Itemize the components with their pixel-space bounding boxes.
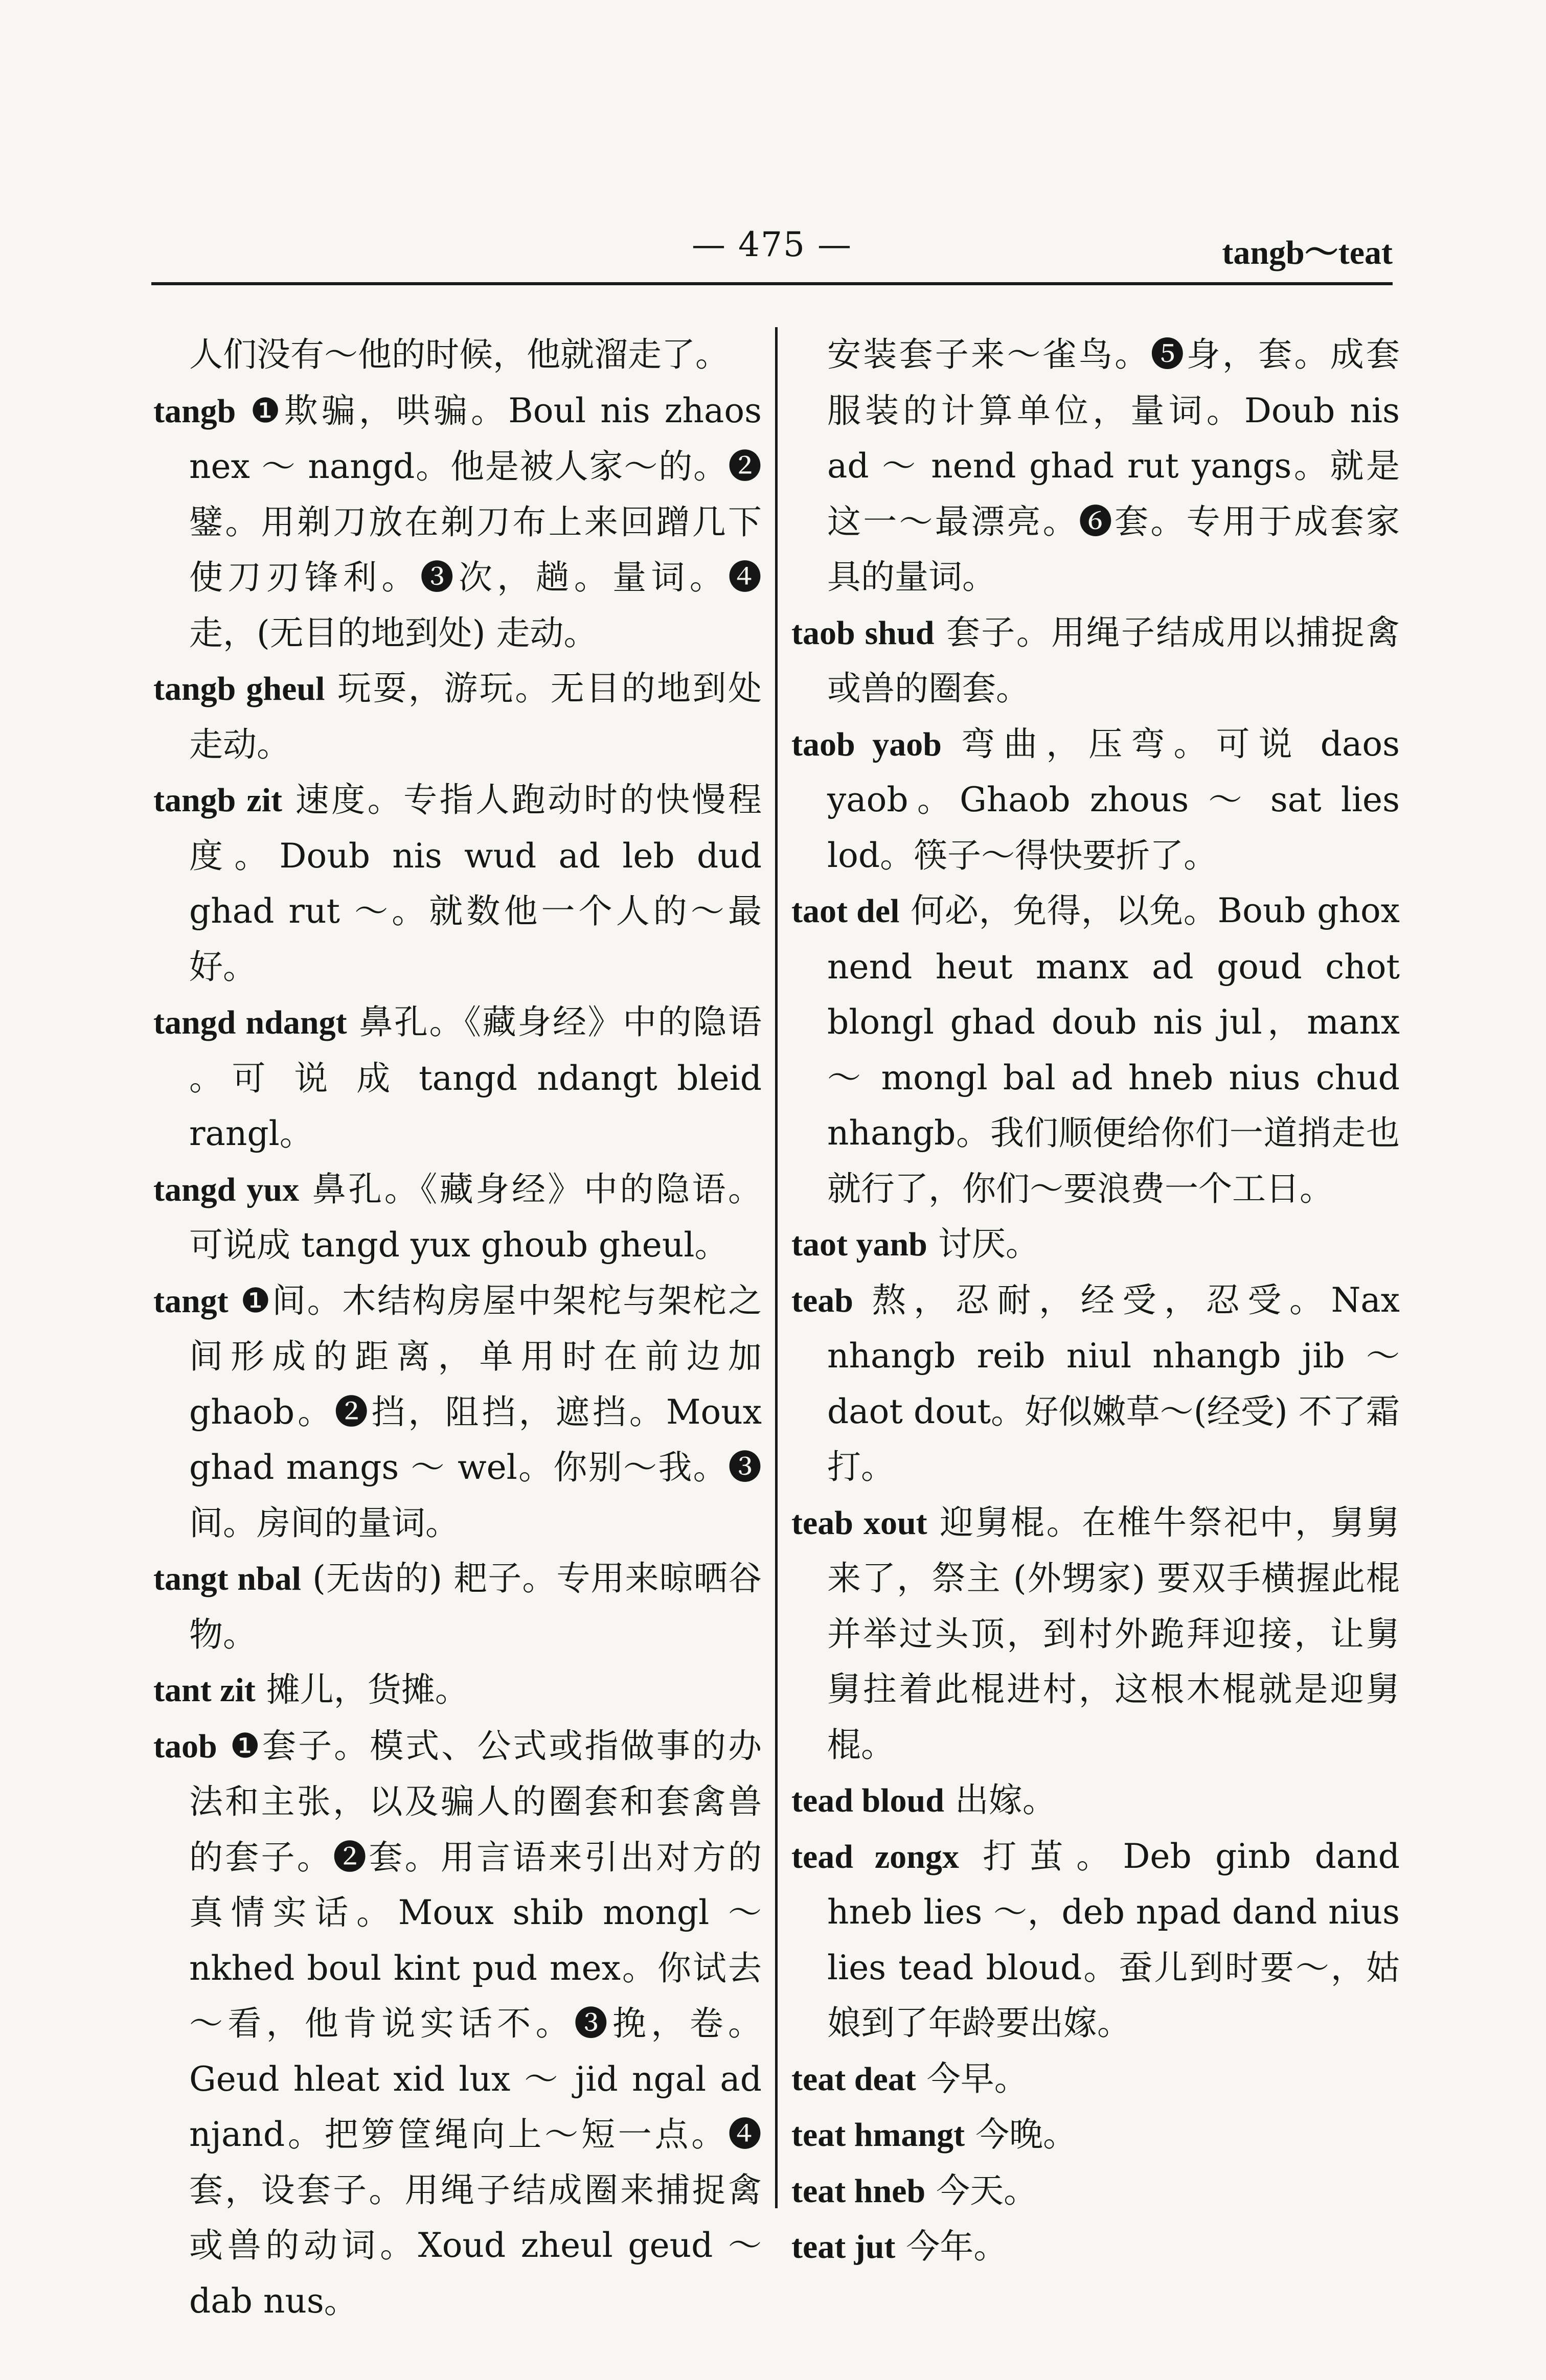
entry-headword: teat jut [791, 2228, 896, 2265]
entry-headword: tangt nbal [153, 1560, 302, 1597]
left-column [153, 327, 762, 2329]
entry-headword: taob yaob [791, 725, 942, 763]
entry-definition: ❶欺骗，哄骗。Boul nis zhaos nex ～ nangd。他是被人家～的。❷鐾。用剃刀放在剃刀布上来回蹭几下使刀刃锋利。❸次，趟。量词。❹走，(无目的地到处) 走动。 [189, 391, 762, 653]
entry-definition: 今天。 [925, 2170, 1038, 2210]
entry-headword: teat hmangt [791, 2116, 965, 2154]
dictionary-entry [791, 1773, 1400, 1829]
entry-headword: tangt [153, 1282, 229, 1320]
entry-definition: 出嫁。 [944, 1780, 1056, 1820]
entry-headword: tangd ndangt [153, 1004, 347, 1041]
entry-definition: 鼻孔。《藏身经》中的隐语 。可 说 成 tangd ndangt bleid rangl。 [189, 1002, 762, 1153]
entry-headword: tangd yux [153, 1171, 300, 1208]
page-number: — 475 — [692, 225, 852, 264]
entry-headword: taob [153, 1727, 217, 1765]
right-column [791, 327, 1400, 2275]
dictionary-entry [153, 1273, 762, 1551]
entry-definition: 熬，忍耐，经受，忍受。Nax nhangb reib niul nhangb jib ～ daot dout。好似嫩草～(经受) 不了霜打。 [827, 1280, 1400, 1486]
entry-definition: (无齿的) 耙子。专用来晾晒谷物。 [189, 1559, 762, 1654]
dictionary-entry [153, 995, 762, 1162]
entry-headword: teab [791, 1281, 853, 1319]
entry-headword: taob shud [791, 614, 935, 652]
entry-definition: 人们没有～他的时候，他就溜走了。 [189, 335, 729, 374]
entry-headword: tangb zit [153, 782, 283, 819]
entry-definition: 鼻孔。《藏身经》中的隐语。可说成 tangd yux ghoub gheul。 [189, 1169, 762, 1265]
dictionary-entry [791, 717, 1400, 884]
dictionary-entry [153, 661, 762, 772]
entry-headword: tangb [153, 392, 236, 430]
entry-headword: taot yanb [791, 1226, 927, 1263]
entry-headword: taot del [791, 892, 900, 930]
running-head: tangb～teat [1222, 234, 1393, 271]
dictionary-entry [791, 1273, 1400, 1495]
dictionary-entry [153, 1662, 762, 1719]
column-divider [775, 327, 778, 2208]
dictionary-entry [791, 605, 1400, 717]
dictionary-entry [153, 1719, 762, 2329]
entry-definition: ❶间。木结构房屋中架柁与架柁之间形成的距离，单用时在前边加 ghaob。❷挡，阻挡，遮挡。Moux ghad mangs ～ wel。你别～我。❸间。房间的量词。 [189, 1280, 762, 1543]
dictionary-entry [153, 383, 762, 661]
entry-headword: tead bloud [791, 1782, 944, 1819]
dictionary-entry [791, 883, 1400, 1217]
dictionary-entry [153, 772, 762, 995]
dictionary-entry [153, 1162, 762, 1273]
entry-definition: 摊儿，货摊。 [255, 1670, 469, 1709]
entry-definition: 速度。专指人跑动时的快慢程度。Doub nis wud ad leb dud ghad rut ～。就数他一个人的～最好。 [189, 780, 762, 987]
entry-headword: tead zongx [791, 1838, 959, 1875]
dictionary-entry [791, 2219, 1400, 2275]
dictionary-entry [791, 1495, 1400, 1773]
dictionary-entry [791, 2107, 1400, 2163]
entry-definition: 今早。 [916, 2058, 1028, 2098]
dictionary-entry [791, 2051, 1400, 2108]
page-header [151, 220, 1393, 281]
dictionary-entry [791, 327, 1400, 605]
entry-definition: 今晚。 [965, 2115, 1077, 2154]
entry-definition: 安装套子来～雀鸟。❺身，套。成套服装的计算单位，量词。Doub nis ad ～ nend ghad rut yangs。就是这一～最漂亮。❻套。专用于成套家具的量词。 [827, 335, 1400, 597]
dictionary-entry [791, 1217, 1400, 1273]
entry-headword: teat deat [791, 2060, 916, 2098]
entry-definition: 迎舅棍。在椎牛祭祀中，舅舅来了，祭主 (外甥家) 要双手横握此棍并举过头顶，到村外跪拜迎接，让舅舅拄着此棍进村，这根木棍就是迎舅棍。 [827, 1502, 1400, 1765]
entry-headword: teab xout [791, 1504, 927, 1542]
entry-definition: ❶套子。模式、公式或指做事的办法和主张，以及骗人的圈套和套禽兽的套子。❷套。用言语来引出对方的真情实话。Moux shib mongl ～ nkhed boul kint pud mex。你试去～看，他肯说实话不。❸挽，卷。Geud hleat xid lux ～ jid ngal ad njand。把箩筐绳向上～短一点。❹套，设套子。用绳子结成圈来捕捉禽或兽的动词。Xoud zheul geud ～ dab nus。 [189, 1726, 762, 2321]
dictionary-entry [153, 327, 762, 383]
entry-headword: teat hneb [791, 2172, 926, 2210]
entry-definition: 打茧。Deb ginb dand hneb lies ～，deb npad dand nius lies tead bloud。蚕儿到时要～，姑娘到了年龄要出嫁。 [827, 1836, 1400, 2043]
entry-definition: 讨厌。 [927, 1224, 1039, 1264]
entry-definition: 套子。用绳子结成用以捕捉禽或兽的圈套。 [827, 612, 1400, 708]
entry-definition: 玩耍，游玩。无目的地到处走动。 [189, 669, 762, 764]
dictionary-entry [153, 1551, 762, 1662]
dictionary-entry [791, 2163, 1400, 2219]
dictionary-entry [791, 1829, 1400, 2051]
entry-definition: 何必，免得，以免。Boub ghox nend heut manx ad goud chot blongl ghad doub nis jul，manx ～ mongl bal ad hneb nius chud nhangb。我们顺便给你们一道捎走也就行了，你们～要浪费一个工日。 [827, 891, 1400, 1208]
entry-definition: 弯曲，压弯。可说 daos yaob。Ghaob zhous ～ sat lies lod。筷子～得快要折了。 [827, 724, 1400, 875]
entry-definition: 今年。 [895, 2227, 1008, 2266]
entry-headword: tangb gheul [153, 670, 325, 707]
entry-headword: tant zit [153, 1672, 256, 1709]
header-rule [151, 282, 1393, 285]
